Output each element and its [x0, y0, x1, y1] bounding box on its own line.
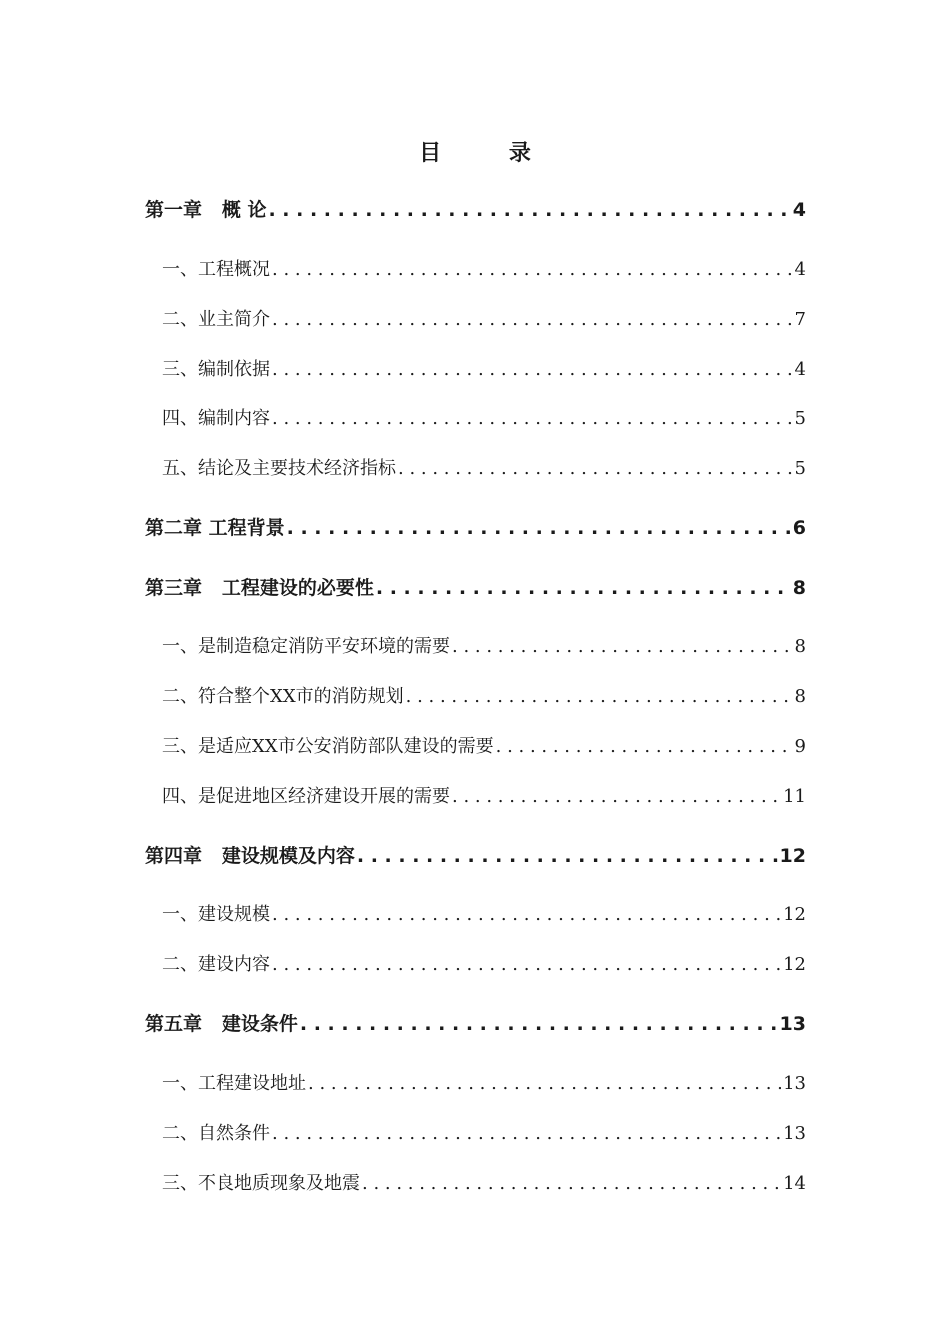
toc-dot-leader [496, 732, 793, 762]
toc-entry-label: 第三章 工程建设的必要性 [145, 577, 374, 599]
toc-entry-label: 二、符合整个XX市的消防规划 [162, 686, 404, 707]
toc-page-number: 5 [794, 408, 806, 429]
toc-section-entry[interactable] [145, 454, 806, 484]
toc-chapter-entry[interactable] [145, 195, 806, 225]
toc-page-number: 11 [783, 786, 806, 807]
toc-dot-leader [398, 454, 793, 484]
toc-page-number: 12 [783, 904, 806, 925]
toc-chapter-entry[interactable] [145, 841, 806, 871]
toc-page-number: 6 [792, 517, 806, 539]
toc-entry-label: 四、编制内容 [162, 408, 270, 429]
toc-dot-leader [272, 404, 793, 434]
toc-section-entry[interactable] [145, 404, 806, 434]
toc-entry-label: 一、是制造稳定消防平安环境的需要 [162, 636, 450, 657]
toc-dot-leader [272, 305, 793, 335]
toc-dot-leader [272, 900, 781, 930]
toc-dot-leader [268, 195, 790, 225]
toc-entry-label: 三、编制依据 [162, 359, 270, 380]
toc-dot-leader [357, 841, 778, 871]
toc-section-entry[interactable] [145, 355, 806, 385]
toc-page-number: 8 [794, 686, 806, 707]
toc-page-number: 7 [794, 309, 806, 330]
toc-dot-leader [300, 1009, 778, 1039]
toc-dot-leader [376, 573, 791, 603]
toc-section-entry[interactable] [145, 782, 806, 812]
toc-page-number: 12 [783, 954, 806, 975]
toc-entry-label: 二、业主简介 [162, 309, 270, 330]
toc-title: 目 录 [419, 141, 561, 166]
toc-dot-leader [406, 682, 793, 712]
toc-dot-leader [272, 950, 781, 980]
toc-entry-label: 一、工程概况 [162, 259, 270, 280]
toc-dot-leader [362, 1169, 781, 1199]
toc-dot-leader [272, 355, 793, 385]
toc-page-number: 5 [794, 458, 806, 479]
toc-section-entry[interactable] [145, 632, 806, 662]
toc-page-number: 12 [779, 845, 806, 867]
toc-section-entry[interactable] [145, 732, 806, 762]
toc-entry-label: 三、不良地质现象及地震 [162, 1173, 360, 1194]
toc-section-entry[interactable] [145, 255, 806, 285]
toc-page-number: 4 [794, 259, 806, 280]
toc-section-entry[interactable] [145, 682, 806, 712]
toc-entry-label: 二、自然条件 [162, 1123, 270, 1144]
toc-entry-label: 第四章 建设规模及内容 [145, 845, 355, 867]
toc-dot-leader [308, 1069, 781, 1099]
toc-entry-label: 第一章 概 论 [145, 199, 267, 221]
toc-page-number: 13 [783, 1073, 806, 1094]
toc-page-number: 9 [794, 736, 806, 757]
toc-section-entry[interactable] [145, 1169, 806, 1199]
toc-chapter-entry[interactable] [145, 1009, 806, 1039]
toc-page-number: 13 [783, 1123, 806, 1144]
toc-entry-label: 第五章 建设条件 [145, 1013, 298, 1035]
toc-entry-label: 一、建设规模 [162, 904, 270, 925]
toc-section-entry[interactable] [145, 305, 806, 335]
toc-page-number: 8 [792, 577, 806, 599]
toc-section-entry[interactable] [145, 1119, 806, 1149]
toc-dot-leader [452, 782, 781, 812]
toc-dot-leader [272, 1119, 781, 1149]
toc-entry-label: 第二章 工程背景 [145, 517, 285, 539]
toc-entry-label: 二、建设内容 [162, 954, 270, 975]
toc-page-number: 4 [792, 199, 806, 221]
toc-section-entry[interactable] [145, 900, 806, 930]
toc-dot-leader [287, 513, 791, 543]
toc-entry-label: 一、工程建设地址 [162, 1073, 306, 1094]
toc-section-entry[interactable] [145, 1069, 806, 1099]
toc-page-number: 14 [783, 1173, 806, 1194]
toc-entry-label: 四、是促进地区经济建设开展的需要 [162, 786, 450, 807]
toc-entry-label: 五、结论及主要技术经济指标 [162, 458, 396, 479]
toc-page-number: 8 [794, 636, 806, 657]
toc-entry-label: 三、是适应XX市公安消防部队建设的需要 [162, 736, 494, 757]
toc-chapter-entry[interactable] [145, 513, 806, 543]
toc-dot-leader [452, 632, 793, 662]
toc-page-number: 13 [779, 1013, 806, 1035]
toc-chapter-entry[interactable] [145, 573, 806, 603]
toc-dot-leader [272, 255, 793, 285]
toc-page-number: 4 [794, 359, 806, 380]
toc-section-entry[interactable] [145, 950, 806, 980]
